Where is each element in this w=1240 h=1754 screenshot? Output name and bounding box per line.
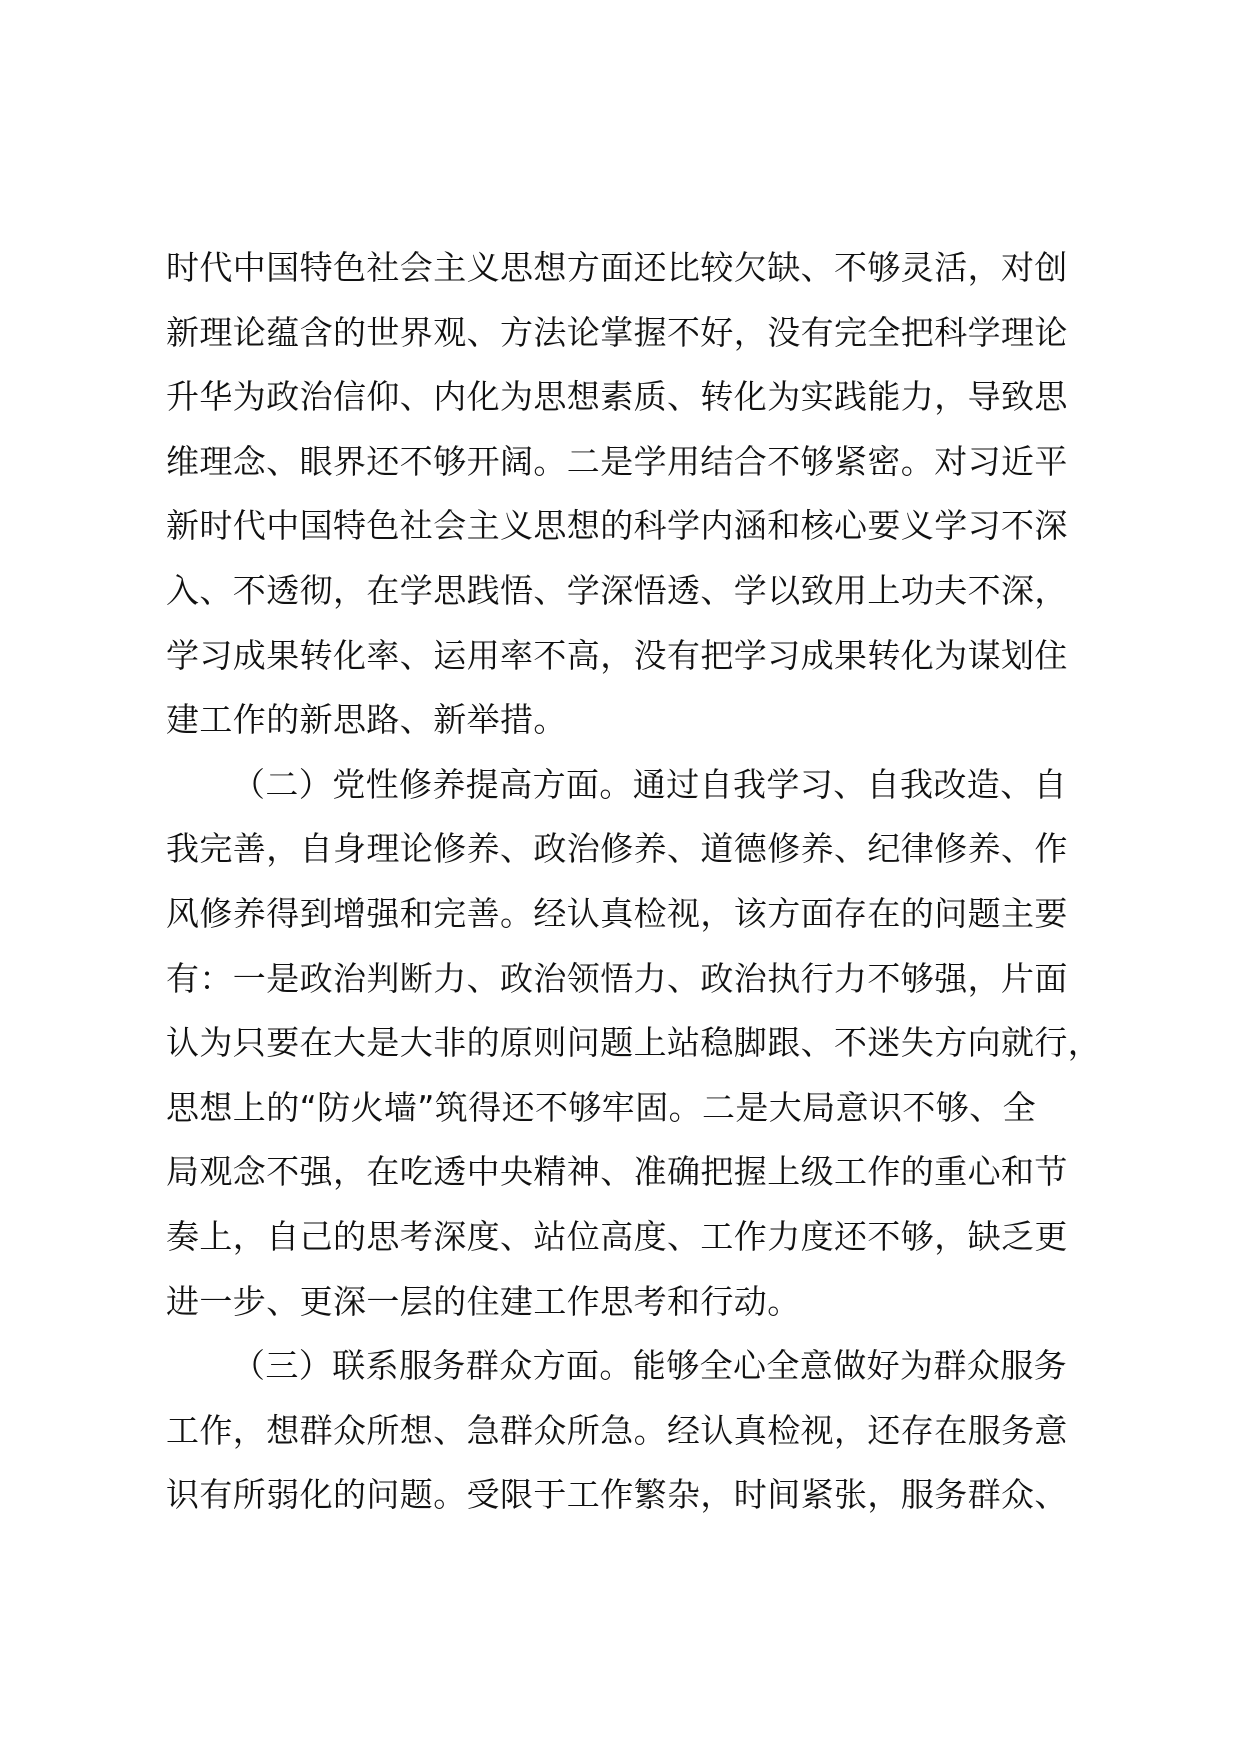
text-line: 风修养得到增强和完善。经认真检视，该方面存在的问题主要 (166, 893, 1068, 933)
text-line: （三）联系服务群众方面。能够全心全意做好为群众服务 (232, 1346, 1067, 1386)
text-line: 工作，想群众所想、急群众所急。经认真检视，还存在服务意 (166, 1410, 1068, 1450)
text-line: （二）党性修养提高方面。通过自我学习、自我改造、自 (232, 764, 1067, 804)
text-line: 我完善，自身理论修养、政治修养、道德修养、纪律修养、作 (166, 829, 1068, 869)
text-line: 认为只要在大是大非的原则问题上站稳脚跟、不迷失方向就行， (166, 1023, 1102, 1063)
text-line: 时代中国特色社会主义思想方面还比较欠缺、不够灵活，对创 (166, 248, 1068, 287)
text-line: 思想上的“防火墙”筑得还不够牢固。二是大局意识不够、全 (166, 1087, 1036, 1127)
text-line: 新时代中国特色社会主义思想的科学内涵和核心要义学习不深 (166, 506, 1068, 546)
text-line: 局观念不强，在吃透中央精神、准确把握上级工作的重心和节 (166, 1152, 1068, 1192)
text-line: 有：一是政治判断力、政治领悟力、政治执行力不够强，片面 (166, 958, 1068, 998)
text-line: 建工作的新思路、新举措。 (166, 700, 567, 740)
text-line: 入、不透彻，在学思践悟、学深悟透、学以致用上功夫不深， (166, 570, 1068, 610)
text-line: 新理论蕴含的世界观、方法论掌握不好，没有完全把科学理论 (166, 312, 1068, 352)
document-body (166, 236, 1102, 1528)
text-line: 维理念、眼界还不够开阔。二是学用结合不够紧密。对习近平 (166, 441, 1068, 481)
paragraph-serving-the-masses (166, 1334, 1074, 1528)
text-line: 学习成果转化率、运用率不高，没有把学习成果转化为谋划住 (166, 635, 1068, 675)
text-line: 奏上，自己的思考深度、站位高度、工作力度还不够，缺乏更 (166, 1216, 1068, 1256)
text-line: 识有所弱化的问题。受限于工作繁杂，时间紧张，服务群众、 (166, 1475, 1068, 1515)
paragraph-party-spirit-cultivation (166, 753, 1102, 1334)
paragraph-theory-study-issues (166, 236, 1074, 753)
text-line: 进一步、更深一层的住建工作思考和行动。 (166, 1281, 801, 1321)
text-line: 升华为政治信仰、内化为思想素质、转化为实践能力，导致思 (166, 377, 1068, 417)
